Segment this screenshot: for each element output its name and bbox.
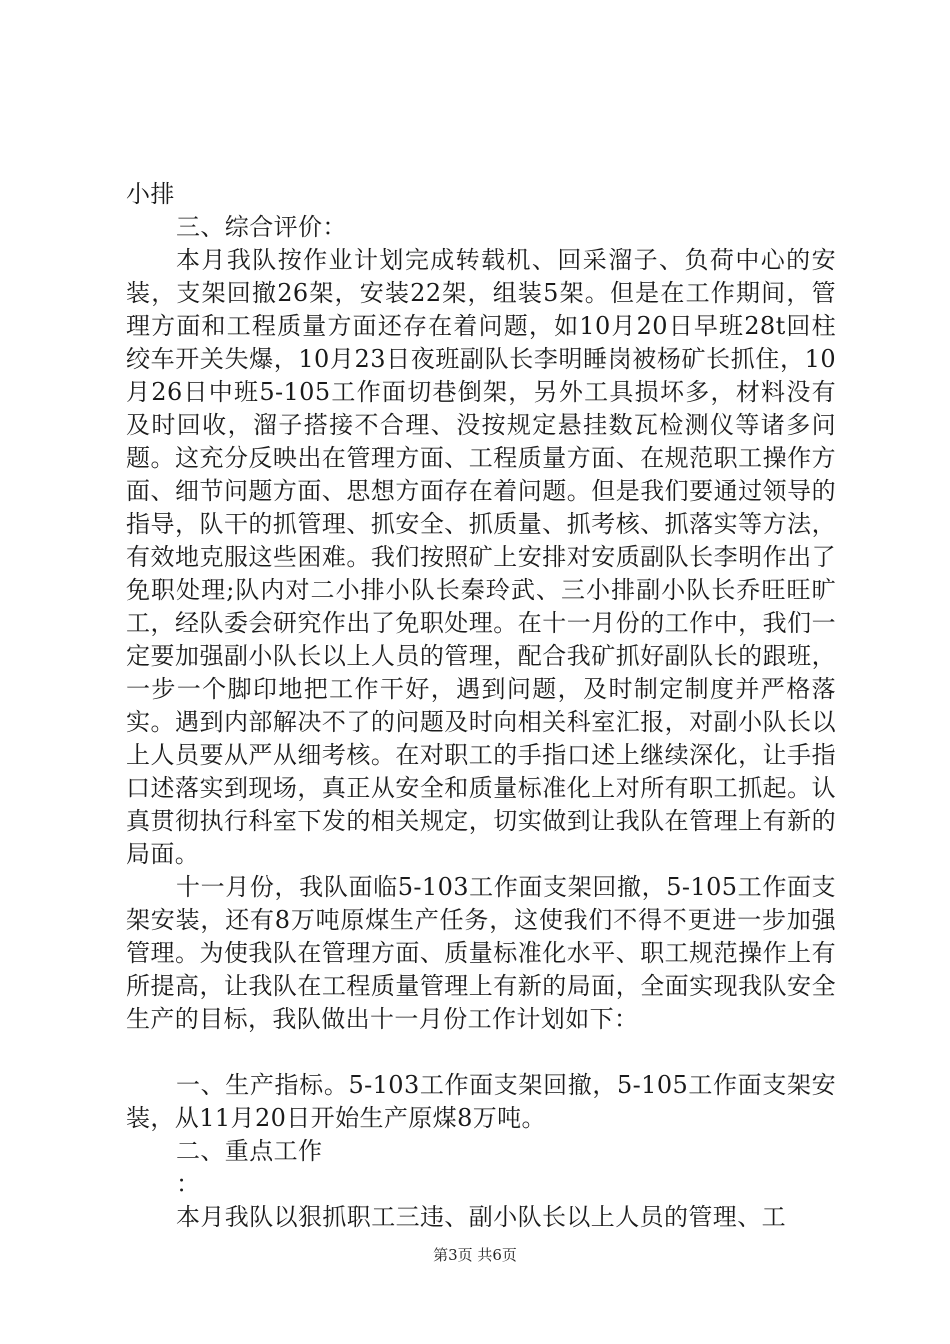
paragraph-evaluation: 本月我队按作业计划完成转载机、回采溜子、负荷中心的安装，支架回撤26架，安装22架，组装5架。但是在工作期间，管理方面和工程质量方面还存在着问题，如10月20日早班28t回柱绞车开关失爆，10月23日夜班副队长李明睡岗被杨矿长抓住，10月26日中班5-105工作面切巷倒架，另外工具损坏多，材料没有及时回收，溜子搭接不合理、没按规定悬挂数瓦检测仪等诸多问题。这充分反映出在管理方面、工程质量方面、在规范职工操作方面、细节问题方面、思想方面存在着问题。但是我们要通过领导的指导，队干的抓管理、抓安全、抓质量、抓考核、抓落实等方法，有效地克服这些困难。我们按照矿上安排对安质副队长李明作出了免职处理;队内对二小排小队长秦玲武、三小排副小队长乔旺旺旷工，经队委会研究作出了免职处理。在十一月份的工作中，我们一定要加强副小队长以上人员的管理，配合我矿抓好副队长的跟班，一步一个脚印地把工作干好，遇到问题，及时制定制度并严格落实。遇到内部解决不了的问题及时向相关科室汇报，对副小队长以上人员要从严从细考核。在对职工的手指口述上继续深化，让手指口述落实到现场，真正从安全和质量标准化上对所有职工抓起。认真贯彻执行科室下发的相关规定，切实做到让我队在管理上有新的局面。 bbox=[126, 246, 836, 868]
paragraph-key-work: 本月我队以狠抓职工三违、副小队长以上人员的管理、工 bbox=[176, 1203, 786, 1231]
paragraph-november-plan: 十一月份，我队面临5-103工作面支架回撤，5-105工作面支架安装，还有8万吨原煤生产任务，这使我们不得不更进一步加强管理。为使我队在管理方面、质量标准化水平、职工规范操作上有所提高，让我队在工程质量管理上有新的局面，全面实现我队安全生产的目标，我队做出十一月份工作计划如下： bbox=[126, 873, 836, 1033]
paragraph-spacer bbox=[126, 1036, 836, 1069]
paragraph-production-target: 一、生产指标。5-103工作面支架回撤，5-105工作面支架安装，从11月20日开始生产原煤8万吨。 bbox=[126, 1071, 836, 1132]
section-heading-evaluation: 三、综合评价： bbox=[176, 213, 347, 241]
page-footer: 第3页 共6页 bbox=[433, 1246, 517, 1264]
text-fragment: 小排 bbox=[126, 180, 175, 208]
section-heading-key-work: 二、重点工作 bbox=[176, 1137, 323, 1165]
text-fragment-colon: ： bbox=[176, 1170, 201, 1198]
document-body bbox=[126, 178, 836, 1234]
